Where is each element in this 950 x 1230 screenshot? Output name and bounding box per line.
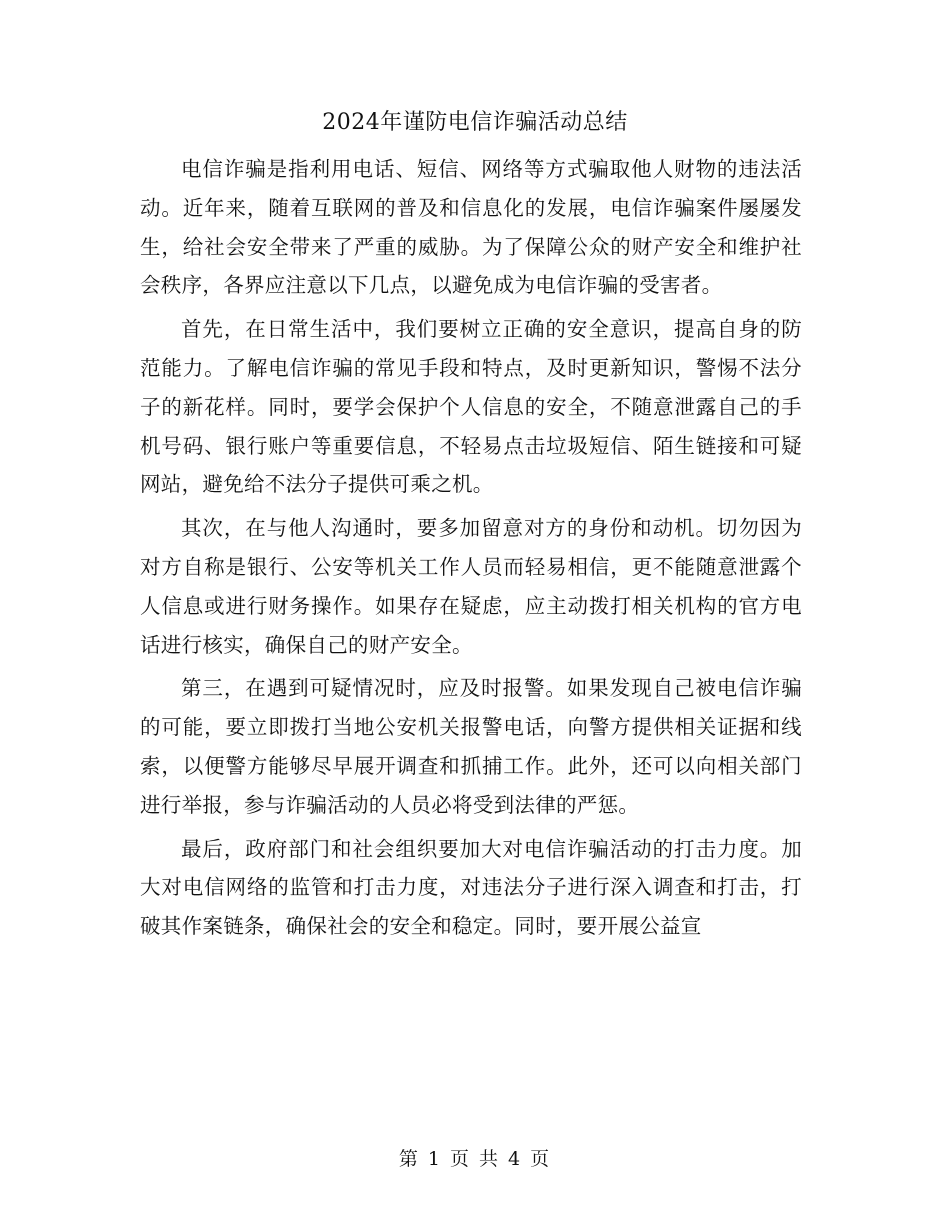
document-title: 2024年谨防电信诈骗活动总结 [322, 110, 628, 135]
paragraph-intro: 电信诈骗是指利用电话、短信、网络等方式骗取他人财物的违法活动。近年来，随着互联网的普及和信息化的发展，电信诈骗案件屡屡发生，给社会安全带来了严重的威胁。为了保障公众的财产安全和维护社会秩序，各界应注意以下几点，以避免成为电信诈骗的受害者。 [140, 157, 802, 298]
page-footer: 第 1 页 共 4 页 [398, 1148, 552, 1170]
paragraph-third-point: 第三，在遇到可疑情况时，应及时报警。如果发现自己被电信诈骗的可能，要立即拨打当地公安机关报警电话，向警方提供相关证据和线索，以便警方能够尽早展开调查和抓捕工作。此外，还可以向相关部门进行举报，参与诈骗活动的人员必将受到法律的严惩。 [140, 676, 802, 817]
paragraph-first-point: 首先，在日常生活中，我们要树立正确的安全意识，提高自身的防范能力。了解电信诈骗的常见手段和特点，及时更新知识，警惕不法分子的新花样。同时，要学会保护个人信息的安全，不随意泄露自己的手机号码、银行账户等重要信息，不轻易点击垃圾短信、陌生链接和可疑网站，避免给不法分子提供可乘之机。 [140, 317, 802, 497]
document-body [140, 150, 802, 946]
paragraph-second-point: 其次，在与他人沟通时，要多加留意对方的身份和动机。切勿因为对方自称是银行、公安等机关工作人员而轻易相信，更不能随意泄露个人信息或进行财务操作。如果存在疑虑，应主动拨打相关机构的官方电话进行核实，确保自己的财产安全。 [140, 516, 802, 657]
paragraph-final-point: 最后，政府部门和社会组织要加大对电信诈骗活动的打击力度。加大对电信网络的监管和打击力度，对违法分子进行深入调查和打击，打破其作案链条，确保社会的安全和稳定。同时，要开展公益宣 [140, 836, 802, 939]
